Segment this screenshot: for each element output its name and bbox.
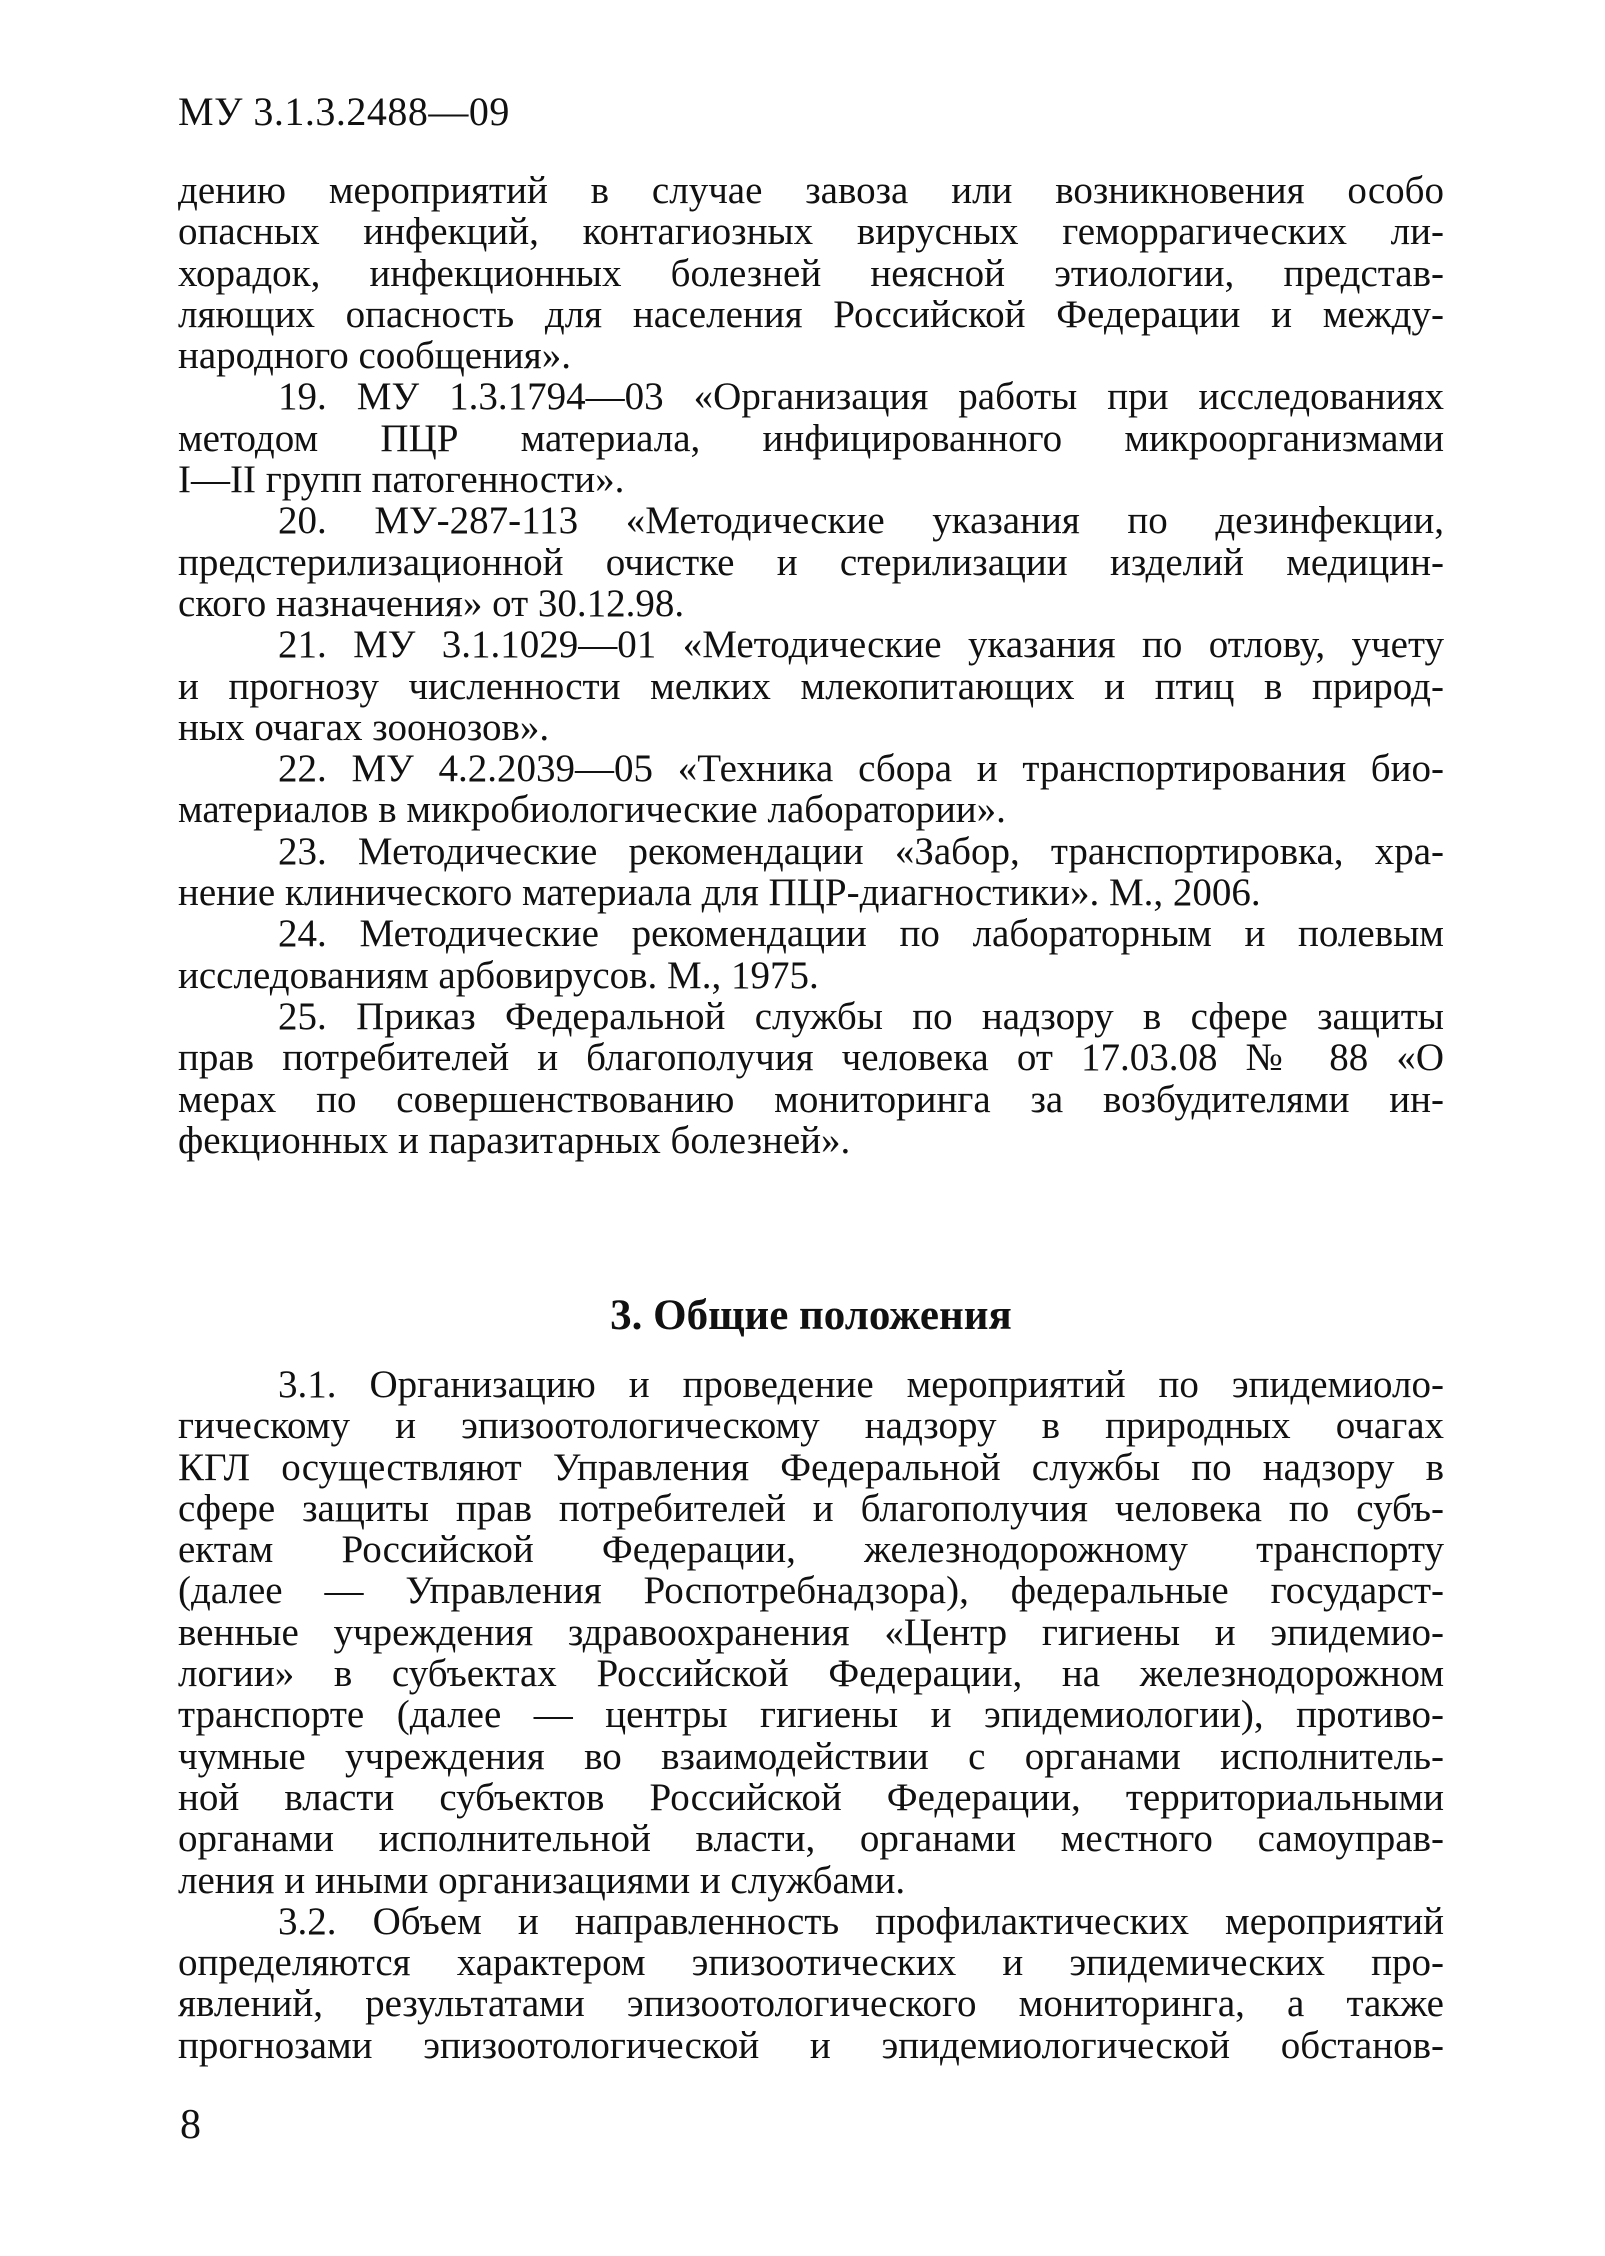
text-line: дению мероприятий в случае завоза или возникновения особо <box>178 169 1444 212</box>
text-line: венные учреждения здравоохранения «Центр гигиены и эпидемио- <box>178 1610 1444 1654</box>
text-line: транспорте (далее — центры гигиены и эпидемиологии), противо- <box>178 1693 1444 1737</box>
text-line: сфере защиты прав потребителей и благополучия человека по субъ- <box>178 1486 1444 1530</box>
text-line: ления и иными организациями и службами. <box>178 1858 906 1902</box>
text-line: (далее — Управления Роспотребнадзора), федеральные государст- <box>178 1569 1444 1613</box>
text-line: 25. Приказ Федеральной службы по надзору в сфере защиты <box>278 994 1444 1038</box>
text-line: 23. Методические рекомендации «Забор, транспортировка, хра- <box>278 829 1444 873</box>
text-line: прав потребителей и благополучия человека от 17.03.08 № 88 «О <box>178 1036 1444 1080</box>
text-line: фекционных и паразитарных болезней». <box>178 1118 851 1162</box>
text-line: хорадок, инфекционных болезней неясной этиологии, представ- <box>178 251 1444 295</box>
text-line: I—II групп патогенности». <box>178 458 625 502</box>
reference-list-continuation <box>178 170 1444 1161</box>
text-line: народного сообщения». <box>178 334 571 378</box>
text-line: предстерилизационной очистке и стерилизации изделий медицин- <box>178 540 1444 584</box>
text-line: 19. МУ 1.3.1794—03 «Организация работы при исследованиях <box>278 375 1444 419</box>
text-line: 3.2. Объем и направленность профилактических мероприятий <box>278 1899 1444 1943</box>
text-line: КГЛ осуществляют Управления Федеральной службы по надзору в <box>178 1445 1444 1489</box>
text-line: 22. МУ 4.2.2039—05 «Техника сбора и транспортирования био- <box>278 747 1444 791</box>
text-line: и прогнозу численности мелких млекопитающих и птиц в природ- <box>178 664 1444 708</box>
text-line: ектам Российской Федерации, железнодорожному транспорту <box>178 1528 1444 1572</box>
page-number: 8 <box>180 2102 201 2148</box>
text-line: ляющих опасность для населения Российской Федерации и между- <box>178 292 1444 336</box>
text-line: органами исполнительной власти, органами местного самоуправ- <box>178 1817 1444 1861</box>
text-line: ского назначения» от 30.12.98. <box>178 581 685 625</box>
text-line: чумные учреждения во взаимодействии с органами исполнитель- <box>178 1734 1444 1778</box>
text-line: материалов в микробиологические лаборатории». <box>178 788 1006 832</box>
text-line: опасных инфекций, контагиозных вирусных геморрагических ли- <box>178 210 1444 254</box>
text-line: определяются характером эпизоотических и эпидемических про- <box>178 1941 1444 1985</box>
text-line: мерах по совершенствованию мониторинга за возбудителями ин- <box>178 1077 1444 1121</box>
section-heading: 3. Общие положения <box>610 1292 1012 1339</box>
text-line: исследованиям арбовирусов. М., 1975. <box>178 953 819 997</box>
text-line: 24. Методические рекомендации по лабораторным и полевым <box>278 912 1444 956</box>
text-line: гическому и эпизоотологическому надзору в природных очагах <box>178 1404 1444 1448</box>
text-line: нение клинического материала для ПЦР-диагностики». М., 2006. <box>178 871 1261 915</box>
text-line: ной власти субъектов Российской Федерации, территориальными <box>178 1775 1444 1819</box>
text-line: 20. МУ-287-113 «Методические указания по дезинфекции, <box>278 499 1444 543</box>
text-line: 3.1. Организацию и проведение мероприятий по эпидемиоло- <box>278 1363 1444 1406</box>
running-head: МУ 3.1.3.2488—09 <box>178 89 510 134</box>
text-line: 21. МУ 3.1.1029—01 «Методические указания по отлову, учету <box>278 623 1444 667</box>
text-line: явлений, результатами эпизоотологического мониторинга, а также <box>178 1982 1444 2026</box>
general-provisions-text <box>178 1364 1444 2066</box>
text-line: ных очагах зоонозов». <box>178 705 550 749</box>
text-line: логии» в субъектах Российской Федерации, на железнодорожном <box>178 1652 1444 1696</box>
text-line: методом ПЦР материала, инфицированного микроорганизмами <box>178 416 1444 460</box>
text-line: прогнозами эпизоотологической и эпидемиологической обстанов- <box>178 2023 1444 2067</box>
